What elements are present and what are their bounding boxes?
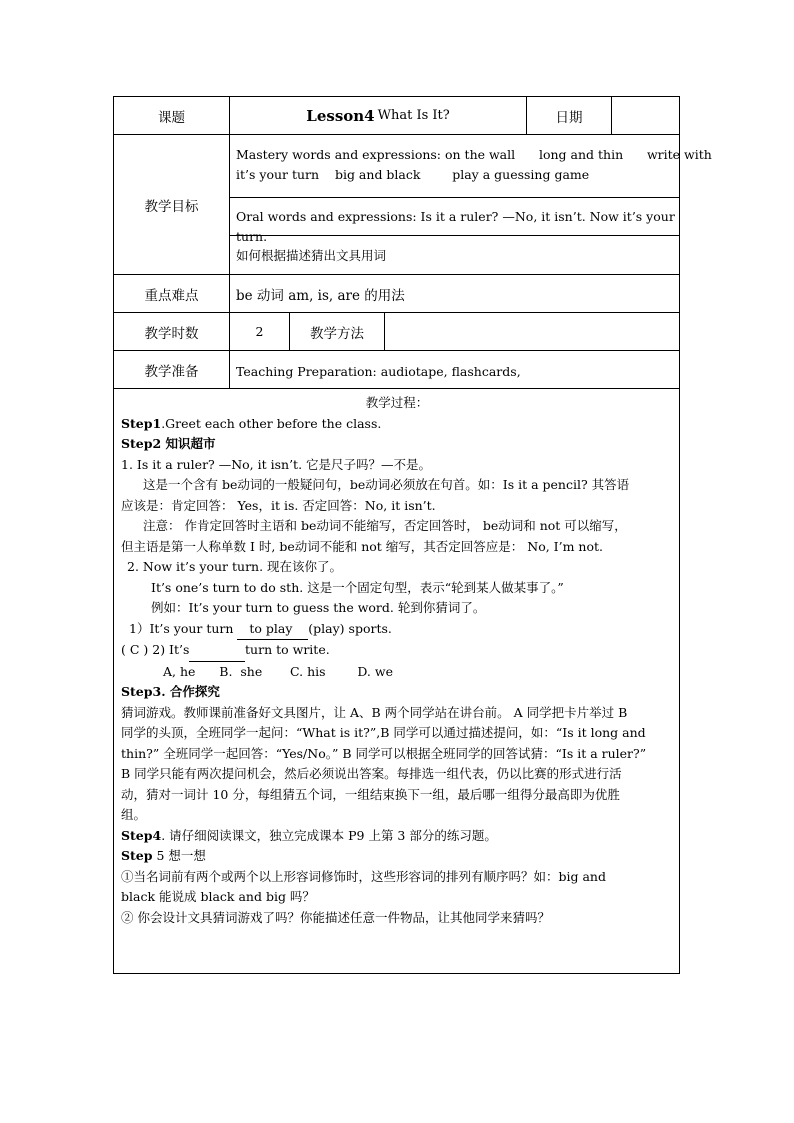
step1-text: .Greet each other before the class.: [161, 415, 382, 431]
objective-mastery-line2: it’s your turn big and black play a guessing game: [236, 167, 590, 182]
objective-oral: [230, 198, 679, 244]
step2-note-line2: 但主语是第一人称单数 I 时, be动词不能和 not 缩写，其否定回答应是： No, I’m not.: [121, 538, 603, 554]
method-label: 教学方法: [290, 313, 385, 350]
exercise-1: [121, 619, 673, 641]
think-q1-line1: ①当名词前有两个或两个以上形容词修饰时，这些形容词的排列有顺序吗？如：big and: [121, 868, 606, 884]
exercise-1-post: (play) sports.: [308, 620, 392, 636]
step3-line5: 动，猜对一词计 10 分，每组猜五个词，一组结束换下一组，最后哪一组得分最高即为优胜: [121, 786, 620, 802]
exercise-1-blank: to play: [237, 619, 308, 641]
objectives-label: 教学目标: [114, 135, 230, 274]
step2-pattern: It’s one’s turn to do sth. 这是一个固定句型，表示“轮到某人做某事了。”: [151, 579, 564, 595]
step4-text: . 请仔细阅读课文，独立完成课本 P9 上第 3 部分的练习题。: [161, 827, 497, 843]
prep-text: Teaching Preparation: audiotape, flashcards,: [236, 364, 521, 379]
prep-row: [114, 351, 679, 389]
objective-mastery-line1: Mastery words and expressions: on the wall long and thin write with: [236, 147, 712, 162]
exercise-1-pre: 1）It’s your turn: [129, 620, 238, 636]
hours-value: 2: [230, 313, 290, 350]
date-label: 日期: [527, 97, 612, 134]
think-q1-line2: black 能说成 black and big 吗？: [121, 889, 315, 904]
step3-line2: 同学的头顶，全班同学一起问：“What is it?”,B 同学可以通过描述提问，如：“Is it long and: [121, 725, 646, 740]
step3-line6: 组。: [121, 807, 147, 822]
teaching-process: [121, 393, 673, 928]
think-q2: ② 你会设计文具猜词游戏了吗？你能描述任意一件物品，让其他同学来猜吗？: [121, 909, 550, 925]
lesson-number: Lesson4: [306, 106, 375, 125]
lesson-title: [230, 97, 527, 134]
step3-line3: thin?” 全班同学一起回答：“Yes/No。” B 同学可以根据全班同学的回答试猜：“Is it a ruler?”: [121, 745, 647, 761]
objective-mastery: [230, 135, 712, 198]
key-points-text: be 动词 am, is, are 的用法: [236, 288, 405, 304]
objective-ability: [230, 236, 679, 274]
objective-ability-text: 如何根据描述猜出文具用词: [236, 248, 387, 263]
step3-title: Step3. 合作探究: [121, 684, 220, 699]
method-value: [385, 313, 679, 350]
step1-label: Step1: [121, 415, 162, 431]
key-points-label: 重点难点: [114, 275, 230, 312]
step2-explain-line1: 这是一个含有 be动词的一般疑问句，be动词必须放在句首。如：Is it a pencil? 其答语: [143, 477, 630, 492]
exercise-2: [121, 640, 673, 662]
exercise-2-post: turn to write.: [245, 642, 330, 657]
step5-text: 5 想一想: [152, 848, 206, 863]
step2-point1: 1. Is it a ruler? —No, it isn’t. 它是尺子吗？—不是。: [121, 456, 432, 472]
hours-row: [114, 313, 679, 351]
header-row: [114, 97, 679, 135]
objectives-content: [230, 135, 712, 274]
step2-title: Step2 知识超市: [121, 436, 216, 451]
key-points-row: [114, 275, 679, 313]
objectives-row: [114, 135, 712, 275]
step2-example: 例如：It’s your turn to guess the word. 轮到你猜词了。: [151, 600, 486, 615]
step2-point2: 2. Now it’s your turn. 现在该你了。: [127, 559, 343, 574]
step5: [121, 846, 673, 867]
key-points-value: [230, 275, 679, 312]
objective-oral-text: Oral words and expressions: Is it a ruler? —No, it isn’t. Now it’s your turn.: [236, 209, 675, 244]
prep-value: [230, 351, 679, 388]
step5-label: Step: [121, 848, 153, 863]
date-value: [612, 97, 679, 134]
exercise-2-pre: ( C ) 2) It’s: [121, 642, 190, 657]
step4: [121, 826, 673, 847]
step2-explain-line2: 应该是：肯定回答： Yes，it is. 否定回答：No, it isn’t.: [121, 497, 436, 513]
hours-label: 教学时数: [114, 313, 230, 350]
exercise-2-options: A, he B. she C. his D. we: [163, 663, 393, 679]
exercise-2-blank: [189, 640, 245, 662]
lesson-name: What Is It?: [377, 108, 450, 123]
prep-label: 教学准备: [114, 351, 230, 388]
step3-line4: B 同学只能有两次提问机会，然后必须说出答案。每排选一组代表，仍以比赛的形式进行活: [121, 766, 622, 781]
step2-note-line1: 注意： 作肯定回答时主语和 be动词不能缩写，否定回答时， be动词和 not 可以缩写，: [143, 518, 627, 533]
step3-line1: 猜词游戏。教师课前准备好文具图片，让 A、B 两个同学站在讲台前。 A 同学把卡片举过 B: [121, 704, 628, 720]
lesson-plan-table: [113, 96, 712, 974]
step4-label: Step4: [121, 827, 162, 843]
process-title: 教学过程：: [365, 395, 429, 410]
topic-label: 课题: [114, 97, 230, 134]
step1: [121, 414, 673, 435]
